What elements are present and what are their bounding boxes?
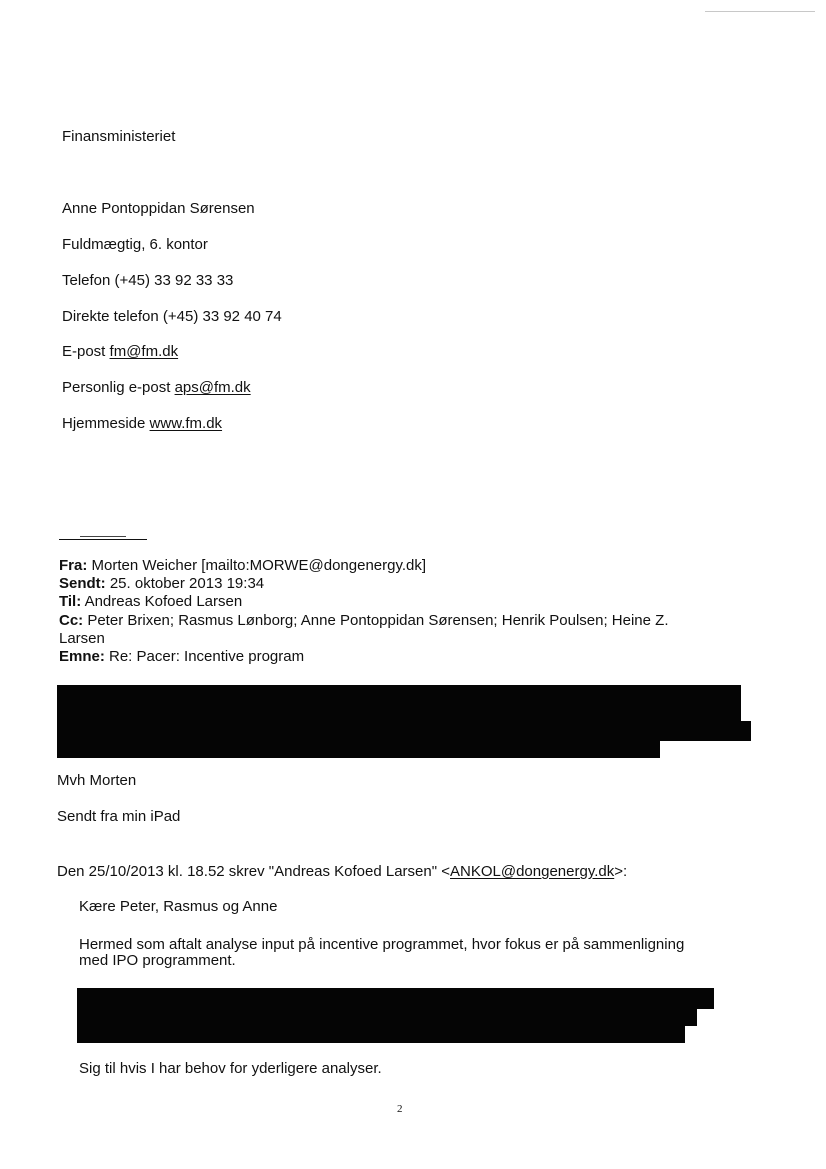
email-separator-overline [80,536,126,537]
email-link[interactable]: fm@fm.dk [109,343,179,360]
quoted-intro-suffix: >: [614,863,628,880]
homepage-label: Hjemmeside [62,415,150,432]
redaction-bar [57,721,751,741]
redaction-bar [57,739,660,758]
signature-org: Finansministeriet [62,128,176,145]
signature-personal-email-line [62,379,251,397]
header-cc [59,612,669,630]
from-label: Fra: [59,557,88,574]
quoted-email-link[interactable]: ANKOL@dongenergy.dk [450,863,615,880]
quoted-greeting: Kære Peter, Rasmus og Anne [79,898,278,915]
subject-label: Emne: [59,648,105,665]
header-cc-continued: Larsen [59,630,105,647]
redaction-bar [77,988,714,1009]
signature-email-line [62,343,178,361]
personal-email-link[interactable]: aps@fm.dk [174,379,251,396]
personal-email-label: Personlig e-post [62,379,175,396]
to-label: Til: [59,593,82,610]
scan-artifact [705,11,815,12]
signature-name: Anne Pontoppidan Sørensen [62,200,255,217]
redaction-bar [77,1024,685,1043]
signature-direct-phone: Direkte telefon (+45) 33 92 40 74 [62,308,282,325]
reply-sent-from: Sendt fra min iPad [57,808,181,825]
quoted-closing-line: Sig til hvis I har behov for yderligere analyser. [79,1060,382,1077]
header-from [59,557,426,575]
header-to [59,593,242,611]
header-subject [59,648,304,666]
subject-value: Re: Pacer: Incentive program [104,648,305,665]
homepage-link[interactable]: www.fm.dk [149,415,223,432]
header-sent [59,575,264,593]
cc-label: Cc: [59,612,84,629]
from-value: Morten Weicher [mailto:MORWE@dongenergy.dk] [87,557,427,574]
signature-title: Fuldmægtig, 6. kontor [62,236,208,253]
quoted-body-line-1: Hermed som aftalt analyse input på incentive programmet, hvor fokus er på sammenligning [79,936,685,953]
sent-value: 25. oktober 2013 19:34 [105,575,265,592]
cc-value: Peter Brixen; Rasmus Lønborg; Anne Pontoppidan Sørensen; Henrik Poulsen; Heine Z. [83,612,669,629]
reply-closing: Mvh Morten [57,772,137,789]
redaction-bar [57,685,741,723]
quoted-body-line-2: med IPO programment. [79,952,236,969]
quoted-intro [57,863,627,881]
sent-label: Sendt: [59,575,106,592]
to-value: Andreas Kofoed Larsen [81,593,243,610]
email-label: E-post [62,343,110,360]
quoted-intro-prefix: Den 25/10/2013 kl. 18.52 skrev "Andreas Kofoed Larsen" < [57,863,450,880]
signature-phone: Telefon (+45) 33 92 33 33 [62,272,234,289]
email-separator [59,539,147,540]
page-number: 2 [397,1103,403,1115]
signature-homepage-line [62,415,222,433]
